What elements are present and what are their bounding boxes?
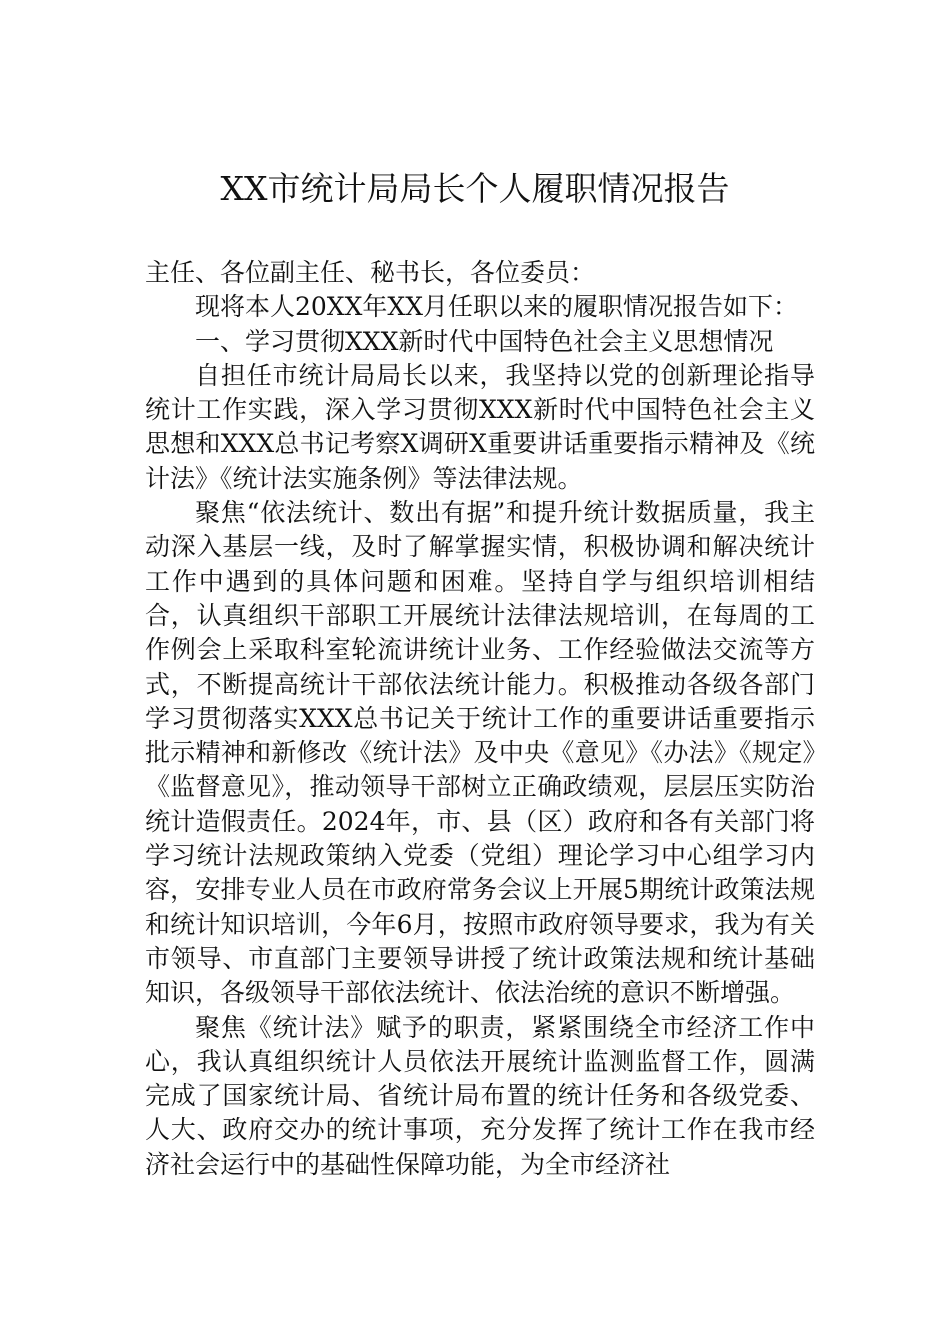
document-body [145, 256, 815, 1182]
paragraph: 聚焦《统计法》赋予的职责，紧紧围绕全市经济工作中心，我认真组织统计人员依法开展统计监测监督工作，圆满完成了国家统计局、省统计局布置的统计任务和各级党委、人大、政府交办的统计事项，充分发挥了统计工作在我市经济社会运行中的基础性保障功能，为全市经济社 [145, 1012, 815, 1179]
paragraph-intro: 现将本人20XX年XX月任职以来的履职情况报告如下： [195, 292, 799, 322]
section-heading-1: 一、学习贯彻XXX新时代中国特色社会主义思想情况 [195, 326, 774, 356]
document-title: XX市统计局局长个人履职情况报告 [220, 169, 730, 208]
paragraph: 自担任市统计局局长以来，我坚持以党的创新理论指导统计工作实践，深入学习贯彻XXX新时代中国特色社会主义思想和XXX总书记考察X调研X重要讲话重要指示精神及《统计法》《统计法实施条例》等法律法规。 [145, 360, 815, 493]
salutation: 主任、各位副主任、秘书长，各位委员： [145, 258, 596, 287]
paragraph: 聚焦“依法统计、数出有据”和提升统计数据质量，我主动深入基层一线，及时了解掌握实情，积极协调和解决统计工作中遇到的具体问题和困难。坚持自学与组织培训相结合，认真组织干部职工开展统计法律法规培训，在每周的工作例会上采取科室轮流讲统计业务、工作经验做法交流等方式，不断提高统计干部依法统计能力。积极推动各级各部门学习贯彻落实XXX总书记关于统计工作的重要讲话重要指示批示精神和新修改《统计法》及中央《意见》《办法》《规定》《监督意见》，推动领导干部树立正确政绩观，层层压实防治统计造假责任。2024年，市、县（区）政府和各有关部门将学习统计法规政策纳入党委（党组）理论学习中心组学习内容，安排专业人员在市政府常务会议上开展5期统计政策法规和统计知识培训，今年6月，按照市政府领导要求，我为有关市领导、市直部门主要领导讲授了统计政策法规和统计基础知识，各级领导干部依法统计、依法治统的意识不断增强。 [145, 498, 815, 1008]
